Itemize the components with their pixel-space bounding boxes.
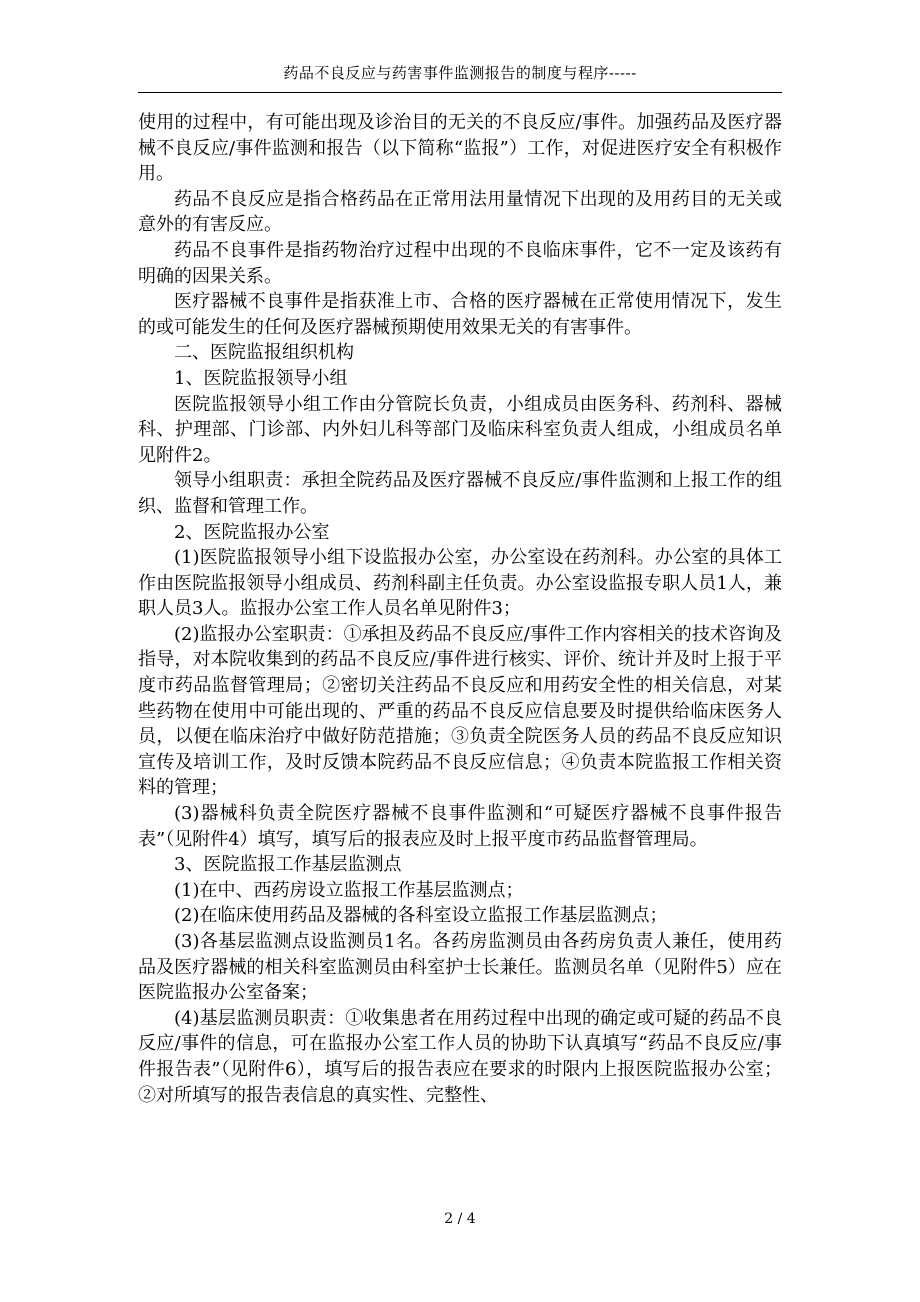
paragraph: 药品不良事件是指药物治疗过程中出现的不良临床事件，它不一定及该药有明确的因果关系。 (138, 239, 782, 287)
paragraph: (4)基层监测员职责：①收集患者在用药过程中出现的确定或可疑的药品不良反应/事件的信息，可在监报办公室工作人员的协助下认真填写“药品不良反应/事件报告表”（见附件6），填写后的报告表应在要求的时限内上报医院监报办公室；②对所填写的报告表信息的真实性、完整性、 (138, 1007, 782, 1106)
paragraph: (3)器械科负责全院医疗器械不良事件监测和“可疑医疗器械不良事件报告表”（见附件4）填写，填写后的报表应及时上报平度市药品监督管理局。 (138, 803, 782, 850)
paragraph: (2)在临床使用药品及器械的各科室设立监报工作基层监测点； (174, 905, 668, 927)
paragraph: (1)医院监报领导小组下设监报办公室，办公室设在药剂科。办公室的具体工作由医院监报领导小组成员、药剂科副主任负责。办公室设监报专职人员1人，兼职人员3人。监报办公室工作人员名单见附件3； (138, 547, 782, 620)
page-number: 2 / 4 (444, 1211, 476, 1227)
paragraph: (3)各基层监测点设监测员1名。各药房监测员由各药房负责人兼任，使用药品及医疗器械的相关科室监测员由科室护士长兼任。监测员名单（见附件5）应在医院监报办公室备案； (138, 931, 782, 1004)
paragraph: 领导小组职责：承担全院药品及医疗器械不良反应/事件监测和上报工作的组织、监督和管理工作。 (138, 470, 782, 517)
paragraph: (1)在中、西药房设立监报工作基层监测点； (174, 879, 524, 901)
subsection-heading: 1、医院监报领导小组 (174, 367, 348, 389)
paragraph: 药品不良反应是指合格药品在正常用法用量情况下出现的及用药目的无关或意外的有害反应。 (138, 188, 782, 236)
document-body (138, 110, 782, 1108)
subsection-heading: 3、医院监报工作基层监测点 (174, 854, 402, 876)
subsection-heading: 2、医院监报办公室 (174, 521, 330, 543)
paragraph: 医院监报领导小组工作由分管院长负责，小组成员由医务科、药剂科、器械科、护理部、门诊部、内外妇儿科等部门及临床科室负责人组成，小组成员名单见附件2。 (138, 393, 782, 466)
page-header: 药品不良反应与药害事件监测报告的制度与程序----- (283, 64, 637, 82)
paragraph: 使用的过程中，有可能出现及诊治目的无关的不良反应/事件。加强药品及医疗器械不良反应/事件监测和报告（以下简称“监报”）工作，对促进医疗安全有积极作用。 (138, 112, 782, 185)
paragraph: (2)监报办公室职责：①承担及药品不良反应/事件工作内容相关的技术咨询及指导，对本院收集到的药品不良反应/事件进行核实、评价、统计并及时上报于平度市药品监督管理局；②密切关注药品不良反应和用药安全性的相关信息，对某些药物在使用中可能出现的、严重的药品不良反应信息要及时提供给临床医务人员，以便在临床治疗中做好防范措施；③负责全院医务人员的药品不良反应知识宣传及培训工作，及时反馈本院药品不良反应信息；④负责本院监报工作相关资料的管理； (138, 623, 782, 799)
paragraph: 医疗器械不良事件是指获准上市、合格的医疗器械在正常使用情况下，发生的或可能发生的任何及医疗器械预期使用效果无关的有害事件。 (138, 291, 782, 338)
section-heading: 二、医院监报组织机构 (174, 342, 354, 364)
header-rule (138, 92, 782, 93)
